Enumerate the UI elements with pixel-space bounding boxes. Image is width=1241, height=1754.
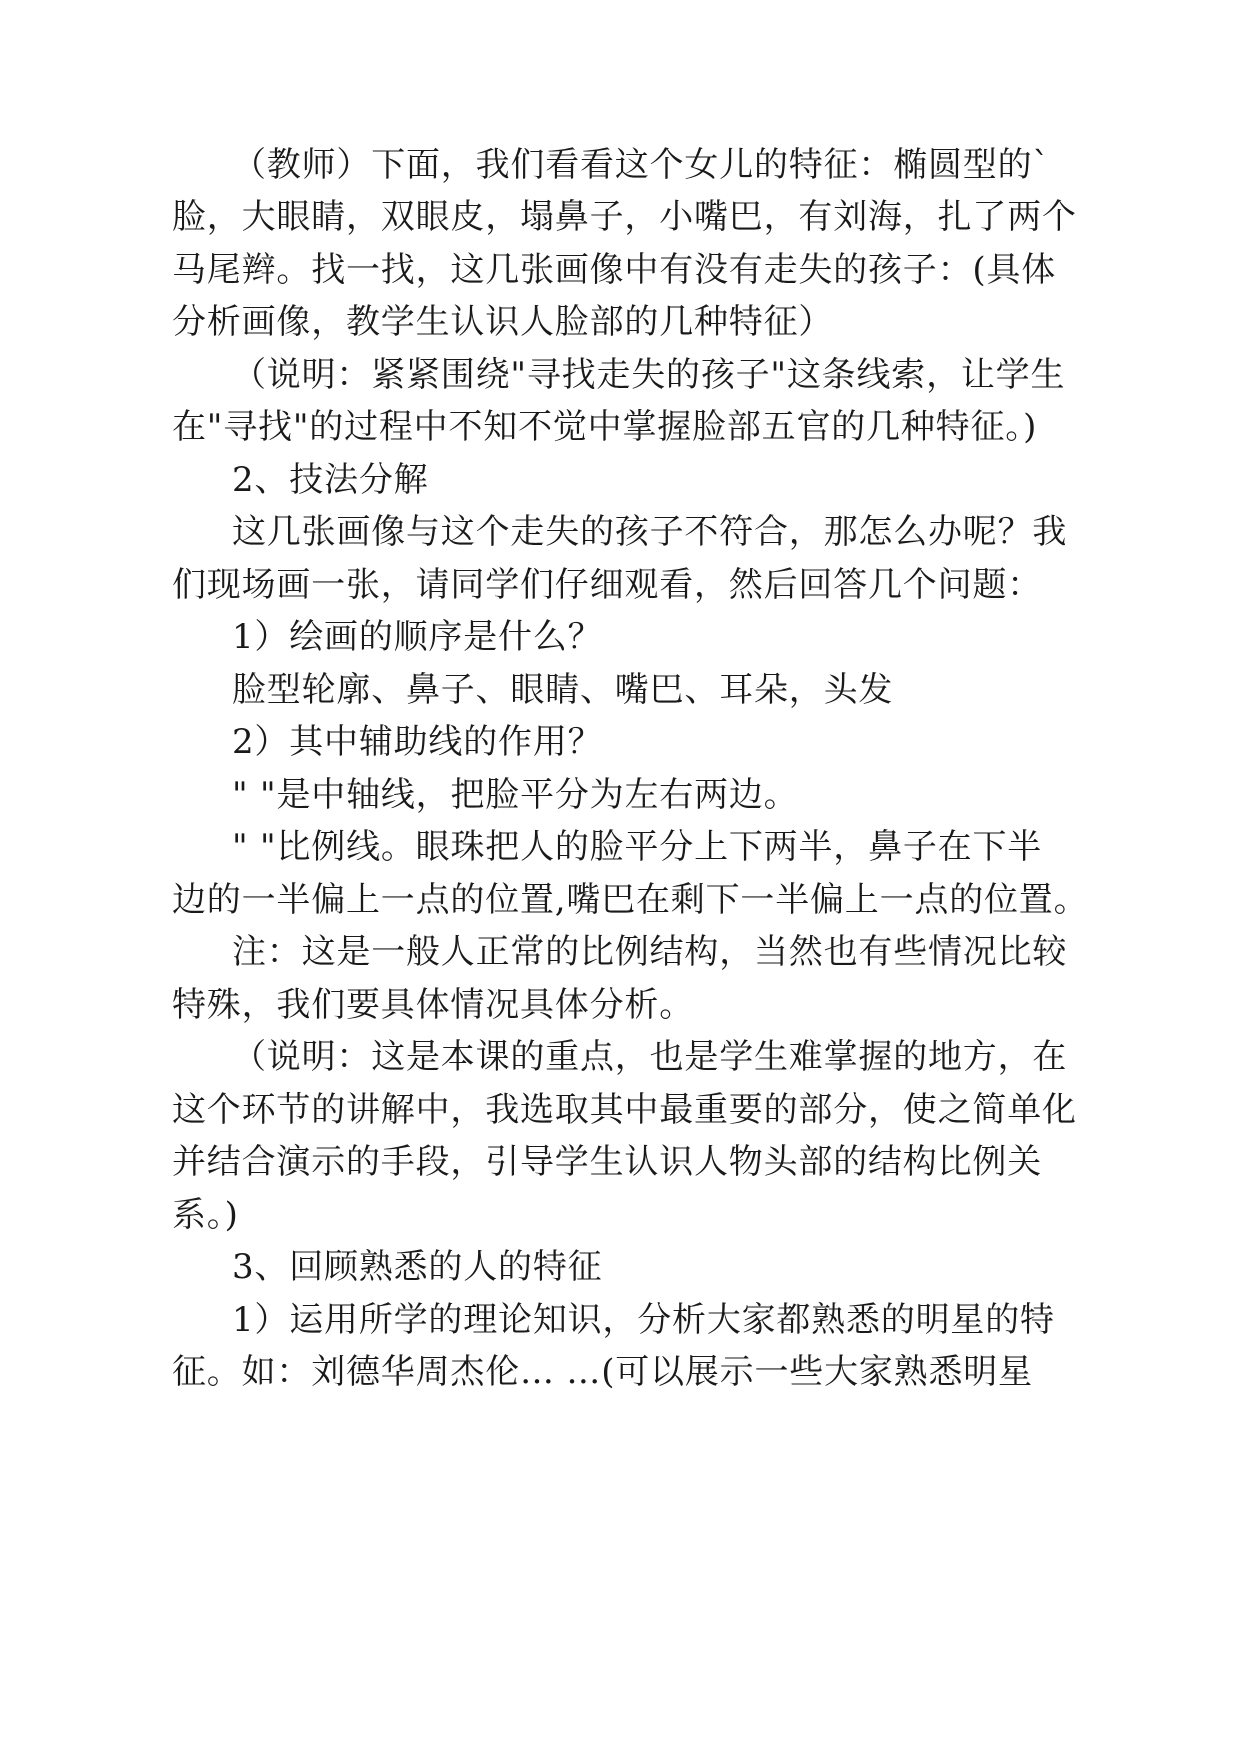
explanation-line-4: 系。): [172, 1195, 239, 1235]
text-line-6: 在"寻找"的过程中不知不觉中掌握脸部五官的几种特征。): [172, 407, 1038, 447]
section-heading-2: 2、技法分解: [232, 460, 429, 500]
text-line-23: 1）运用所学的理论知识，分析大家都熟悉的明星的特: [232, 1300, 1055, 1340]
question-1: 1）绘画的顺序是什么？: [232, 617, 603, 657]
explanation-line-2: 这个环节的讲解中，我选取其中最重要的部分，使之简单化: [172, 1090, 1077, 1130]
explanation-line-1: （说明：这是本课的重点，也是学生难掌握的地方，在: [232, 1037, 1068, 1077]
text-line-8: 这几张画像与这个走失的孩子不符合，那怎么办呢？我: [232, 512, 1068, 552]
text-line-15: 边的一半偏上一点的位置,嘴巴在剩下一半偏上一点的位置。: [172, 880, 1089, 920]
text-line-2: 脸，大眼睛，双眼皮，塌鼻子，小嘴巴，有刘海，扎了两个: [172, 197, 1077, 237]
section-heading-3: 3、回顾熟悉的人的特征: [232, 1247, 603, 1287]
answer-1: 脸型轮廓、鼻子、眼睛、嘴巴、耳朵，头发: [232, 670, 894, 710]
question-2: 2）其中辅助线的作用？: [232, 722, 603, 762]
note-line-1: 注：这是一般人正常的比例结构，当然也有些情况比较: [232, 932, 1068, 972]
text-line-24: 征。如：刘德华周杰伦… …(可以展示一些大家熟悉明星: [172, 1352, 1033, 1392]
answer-2a: " "是中轴线，把脸平分为左右两边。: [232, 775, 799, 815]
text-line-5: （说明：紧紧围绕"寻找走失的孩子"这条线索，让学生: [232, 355, 1066, 395]
answer-2b: " "比例线。眼珠把人的脸平分上下两半，鼻子在下半: [232, 827, 1043, 867]
text-line-1: （教师）下面，我们看看这个女儿的特征：椭圆型的`: [232, 145, 1051, 185]
text-line-3: 马尾辫。找一找，这几张画像中有没有走失的孩子：(具体: [172, 250, 1057, 290]
text-line-9: 们现场画一张，请同学们仔细观看，然后回答几个问题：: [172, 565, 1042, 605]
explanation-line-3: 并结合演示的手段，引导学生认识人物头部的结构比例关: [172, 1142, 1042, 1182]
text-line-4: 分析画像，教学生认识人脸部的几种特征）: [172, 302, 834, 342]
note-line-2: 特殊，我们要具体情况具体分析。: [172, 985, 694, 1025]
